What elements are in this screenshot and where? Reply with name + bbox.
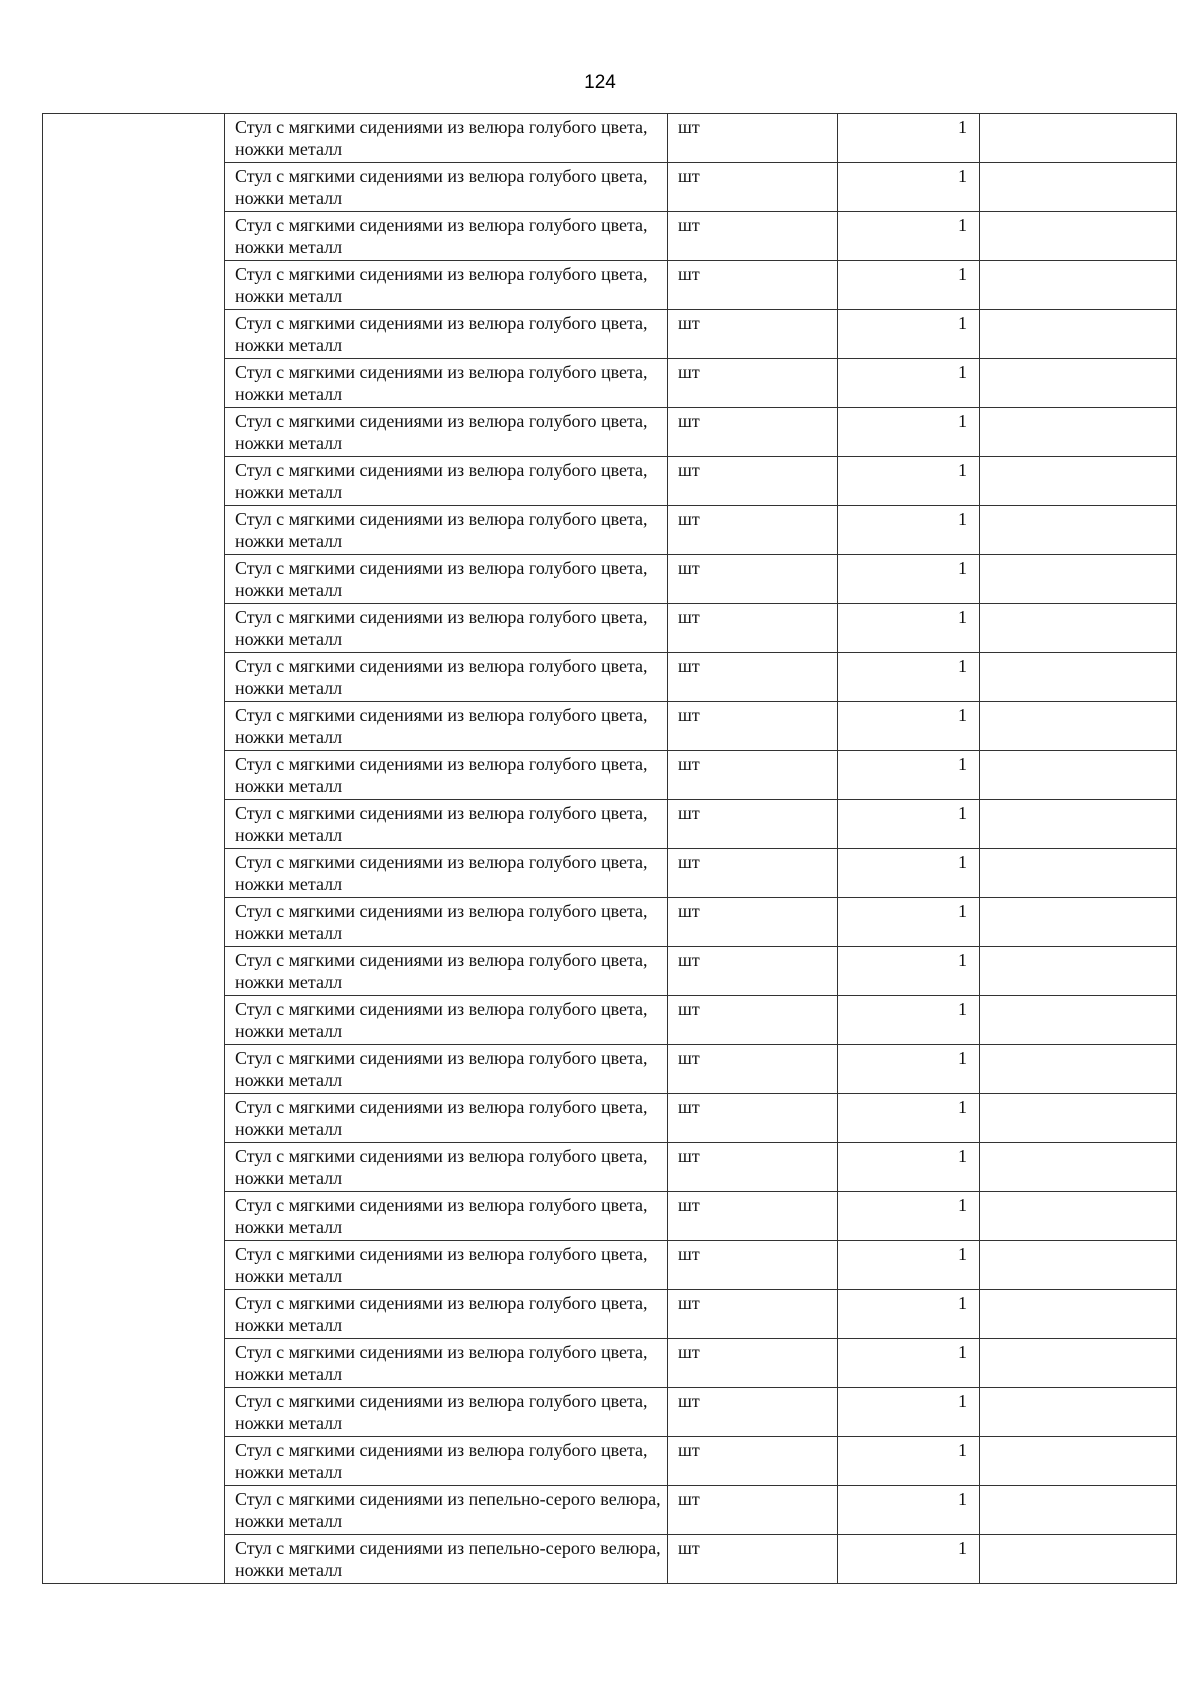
unit-cell: шт	[668, 457, 838, 506]
quantity-cell: 1	[838, 1388, 980, 1437]
note-cell	[980, 800, 1177, 849]
page-number: 124	[584, 72, 616, 93]
quantity-cell: 1	[838, 702, 980, 751]
item-name-cell: Стул с мягкими сидениями из пепельно-серого велюра, ножки металл	[225, 1535, 668, 1584]
note-cell	[980, 1290, 1177, 1339]
item-name-cell: Стул с мягкими сидениями из велюра голубого цвета, ножки металл	[225, 555, 668, 604]
quantity-cell: 1	[838, 114, 980, 163]
unit-cell: шт	[668, 1094, 838, 1143]
note-cell	[980, 1437, 1177, 1486]
item-name-cell: Стул с мягкими сидениями из велюра голубого цвета, ножки металл	[225, 212, 668, 261]
item-name-cell: Стул с мягкими сидениями из велюра голубого цвета, ножки металл	[225, 114, 668, 163]
quantity-cell: 1	[838, 163, 980, 212]
inventory-table	[42, 113, 1177, 1584]
item-name-cell: Стул с мягкими сидениями из велюра голубого цвета, ножки металл	[225, 898, 668, 947]
unit-cell: шт	[668, 751, 838, 800]
unit-cell: шт	[668, 604, 838, 653]
unit-cell: шт	[668, 408, 838, 457]
unit-cell: шт	[668, 849, 838, 898]
quantity-cell: 1	[838, 1437, 980, 1486]
item-name-cell: Стул с мягкими сидениями из велюра голубого цвета, ножки металл	[225, 1094, 668, 1143]
note-cell	[980, 163, 1177, 212]
item-name-cell: Стул с мягкими сидениями из велюра голубого цвета, ножки металл	[225, 751, 668, 800]
note-cell	[980, 751, 1177, 800]
item-name-cell: Стул с мягкими сидениями из велюра голубого цвета, ножки металл	[225, 310, 668, 359]
note-cell	[980, 457, 1177, 506]
quantity-cell: 1	[838, 849, 980, 898]
note-cell	[980, 114, 1177, 163]
unit-cell: шт	[668, 555, 838, 604]
quantity-cell: 1	[838, 1045, 980, 1094]
item-name-cell: Стул с мягкими сидениями из велюра голубого цвета, ножки металл	[225, 702, 668, 751]
item-name-cell: Стул с мягкими сидениями из велюра голубого цвета, ножки металл	[225, 1143, 668, 1192]
unit-cell: шт	[668, 947, 838, 996]
quantity-cell: 1	[838, 800, 980, 849]
item-name-cell: Стул с мягкими сидениями из велюра голубого цвета, ножки металл	[225, 261, 668, 310]
note-cell	[980, 1192, 1177, 1241]
quantity-cell: 1	[838, 261, 980, 310]
unit-cell: шт	[668, 1486, 838, 1535]
quantity-cell: 1	[838, 947, 980, 996]
quantity-cell: 1	[838, 506, 980, 555]
note-cell	[980, 212, 1177, 261]
note-cell	[980, 261, 1177, 310]
quantity-cell: 1	[838, 555, 980, 604]
item-name-cell: Стул с мягкими сидениями из велюра голубого цвета, ножки металл	[225, 800, 668, 849]
item-name-cell: Стул с мягкими сидениями из велюра голубого цвета, ножки металл	[225, 1437, 668, 1486]
item-name-cell: Стул с мягкими сидениями из велюра голубого цвета, ножки металл	[225, 1339, 668, 1388]
note-cell	[980, 1486, 1177, 1535]
quantity-cell: 1	[838, 898, 980, 947]
unit-cell: шт	[668, 261, 838, 310]
unit-cell: шт	[668, 1437, 838, 1486]
quantity-cell: 1	[838, 996, 980, 1045]
item-name-cell: Стул с мягкими сидениями из велюра голубого цвета, ножки металл	[225, 163, 668, 212]
inventory-table-body	[43, 114, 1177, 1584]
note-cell	[980, 898, 1177, 947]
quantity-cell: 1	[838, 457, 980, 506]
unit-cell: шт	[668, 1290, 838, 1339]
quantity-cell: 1	[838, 359, 980, 408]
unit-cell: шт	[668, 1535, 838, 1584]
unit-cell: шт	[668, 702, 838, 751]
unit-cell: шт	[668, 996, 838, 1045]
item-name-cell: Стул с мягкими сидениями из велюра голубого цвета, ножки металл	[225, 1192, 668, 1241]
note-cell	[980, 1094, 1177, 1143]
note-cell	[980, 653, 1177, 702]
quantity-cell: 1	[838, 751, 980, 800]
unit-cell: шт	[668, 1241, 838, 1290]
item-name-cell: Стул с мягкими сидениями из пепельно-серого велюра, ножки металл	[225, 1486, 668, 1535]
quantity-cell: 1	[838, 1192, 980, 1241]
note-cell	[980, 555, 1177, 604]
quantity-cell: 1	[838, 1290, 980, 1339]
note-cell	[980, 1388, 1177, 1437]
unit-cell: шт	[668, 114, 838, 163]
item-name-cell: Стул с мягкими сидениями из велюра голубого цвета, ножки металл	[225, 457, 668, 506]
item-name-cell: Стул с мягкими сидениями из велюра голубого цвета, ножки металл	[225, 408, 668, 457]
unit-cell: шт	[668, 653, 838, 702]
merged-empty-cell	[43, 114, 225, 1584]
unit-cell: шт	[668, 1339, 838, 1388]
quantity-cell: 1	[838, 310, 980, 359]
unit-cell: шт	[668, 898, 838, 947]
note-cell	[980, 702, 1177, 751]
quantity-cell: 1	[838, 1339, 980, 1388]
quantity-cell: 1	[838, 1535, 980, 1584]
unit-cell: шт	[668, 359, 838, 408]
table-row	[43, 114, 1177, 163]
note-cell	[980, 604, 1177, 653]
unit-cell: шт	[668, 1388, 838, 1437]
unit-cell: шт	[668, 800, 838, 849]
item-name-cell: Стул с мягкими сидениями из велюра голубого цвета, ножки металл	[225, 1045, 668, 1094]
item-name-cell: Стул с мягкими сидениями из велюра голубого цвета, ножки металл	[225, 1388, 668, 1437]
note-cell	[980, 408, 1177, 457]
note-cell	[980, 506, 1177, 555]
unit-cell: шт	[668, 1143, 838, 1192]
quantity-cell: 1	[838, 212, 980, 261]
note-cell	[980, 996, 1177, 1045]
note-cell	[980, 849, 1177, 898]
quantity-cell: 1	[838, 1486, 980, 1535]
unit-cell: шт	[668, 1045, 838, 1094]
note-cell	[980, 947, 1177, 996]
quantity-cell: 1	[838, 408, 980, 457]
quantity-cell: 1	[838, 1094, 980, 1143]
item-name-cell: Стул с мягкими сидениями из велюра голубого цвета, ножки металл	[225, 1290, 668, 1339]
item-name-cell: Стул с мягкими сидениями из велюра голубого цвета, ножки металл	[225, 1241, 668, 1290]
quantity-cell: 1	[838, 653, 980, 702]
item-name-cell: Стул с мягкими сидениями из велюра голубого цвета, ножки металл	[225, 359, 668, 408]
note-cell	[980, 1535, 1177, 1584]
quantity-cell: 1	[838, 604, 980, 653]
note-cell	[980, 1045, 1177, 1094]
note-cell	[980, 1339, 1177, 1388]
item-name-cell: Стул с мягкими сидениями из велюра голубого цвета, ножки металл	[225, 849, 668, 898]
note-cell	[980, 310, 1177, 359]
item-name-cell: Стул с мягкими сидениями из велюра голубого цвета, ножки металл	[225, 653, 668, 702]
unit-cell: шт	[668, 163, 838, 212]
quantity-cell: 1	[838, 1241, 980, 1290]
item-name-cell: Стул с мягкими сидениями из велюра голубого цвета, ножки металл	[225, 604, 668, 653]
item-name-cell: Стул с мягкими сидениями из велюра голубого цвета, ножки металл	[225, 996, 668, 1045]
note-cell	[980, 1143, 1177, 1192]
quantity-cell: 1	[838, 1143, 980, 1192]
item-name-cell: Стул с мягкими сидениями из велюра голубого цвета, ножки металл	[225, 947, 668, 996]
unit-cell: шт	[668, 506, 838, 555]
note-cell	[980, 1241, 1177, 1290]
unit-cell: шт	[668, 212, 838, 261]
unit-cell: шт	[668, 310, 838, 359]
note-cell	[980, 359, 1177, 408]
unit-cell: шт	[668, 1192, 838, 1241]
item-name-cell: Стул с мягкими сидениями из велюра голубого цвета, ножки металл	[225, 506, 668, 555]
